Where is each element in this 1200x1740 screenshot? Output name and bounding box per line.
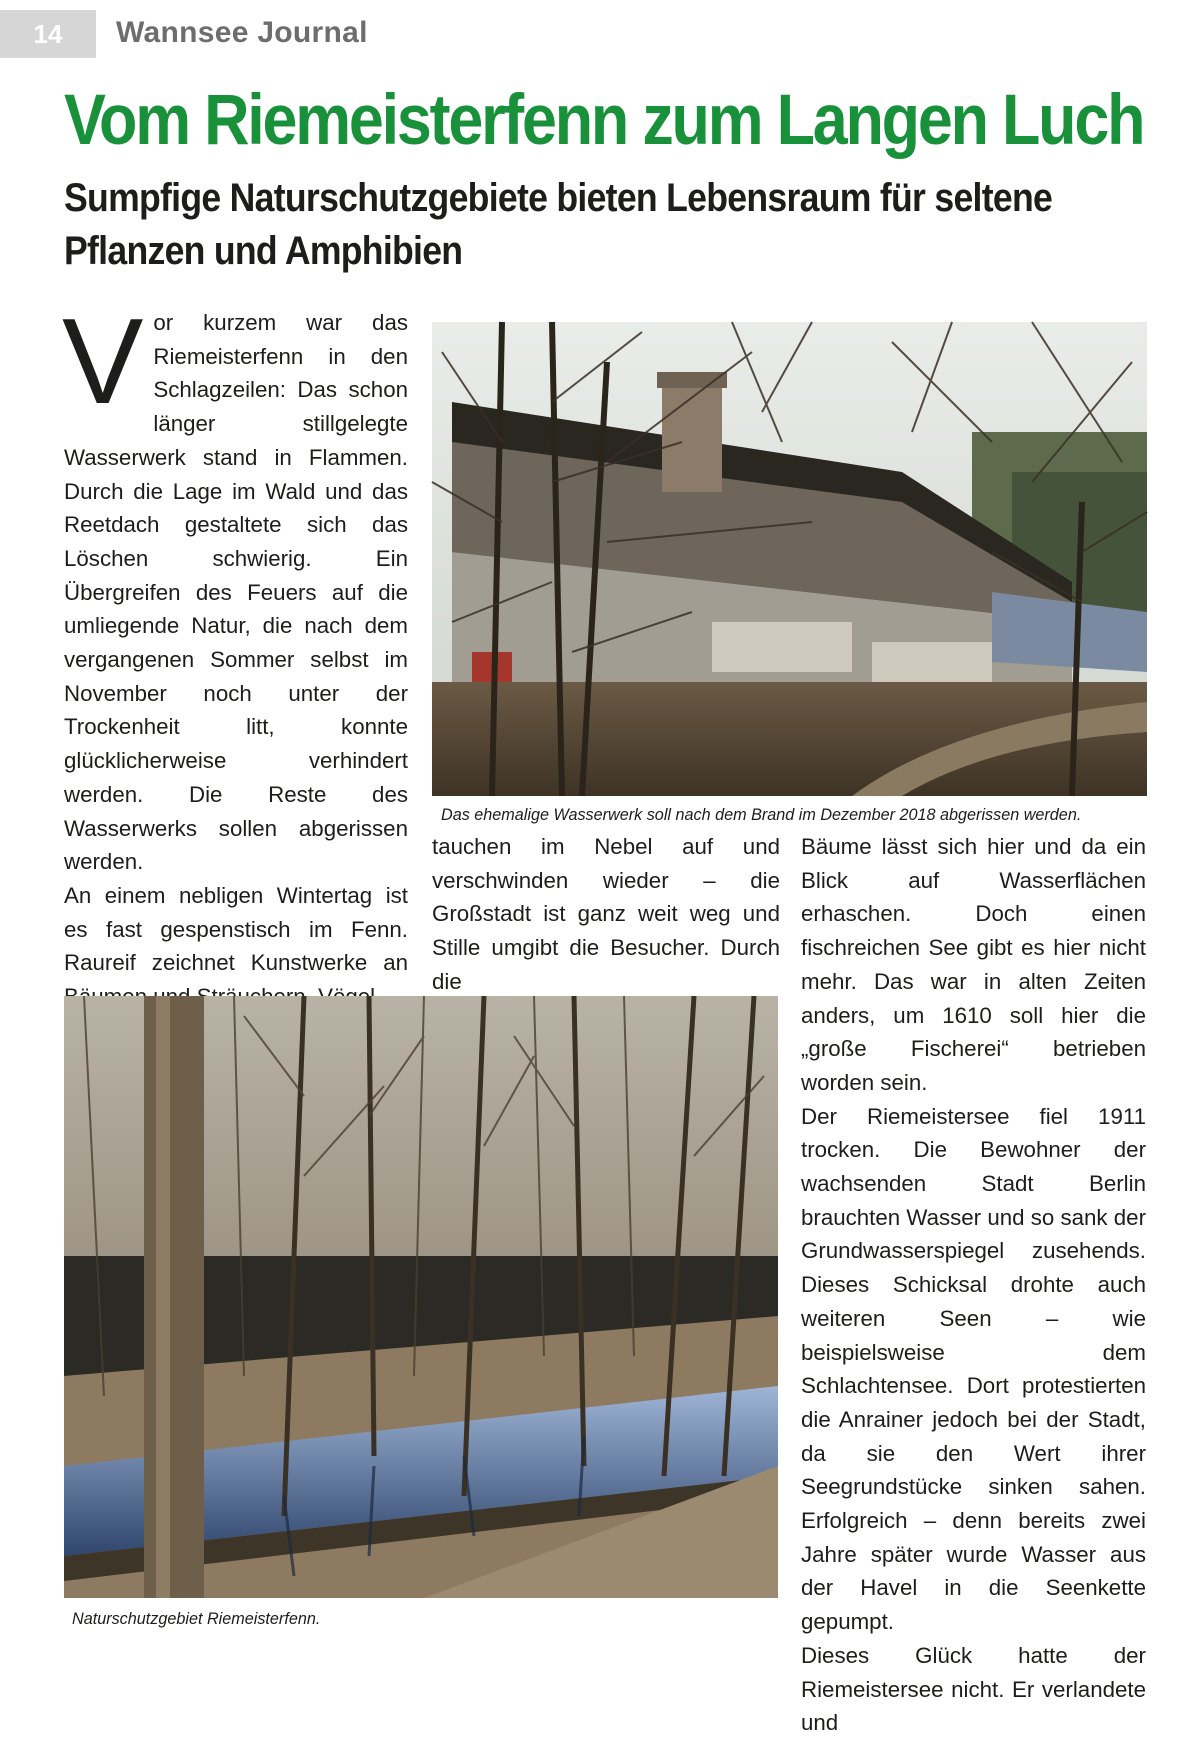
headline: Vom Riemeisterfenn zum Langen Luch [64,81,1144,160]
paragraph-2-part-3: Bäume lässt sich hier und da ein Blick auf Wasserflächen erhaschen. Doch einen fischreichen See gibt es hier nicht mehr. Das war in alten Zeiten anders, um 1610 soll hier die „große Fischerei“ betrieben worden sein. [801,834,1146,1095]
page-number: 14 [0,10,96,58]
lead-paragraph-text: or kurzem war das Riemeisterfenn in den Schlagzeilen: Das schon länger stillgelegte Wasserwerk stand in Flammen. Durch die Lage im Wald und das Reetdach gestaltete sich das Löschen schwierig. Ein Übergreifen des Feuers auf die umliegende Natur, die nach dem vergangenen Sommer selbst im November noch unter der Trockenheit litt, konnte glücklicherweise verhindert werden. Die Reste des Wasserwerks sollen abgerissen werden. [64,310,408,875]
drop-cap: V [62,293,144,429]
lead-paragraph [62,293,408,879]
column-2 [432,830,780,999]
paragraph-3: Der Riemeistersee fiel 1911 trocken. Die Bewohner der wachsenden Stadt Berlin brauchten Wasser und so sank der Grundwasserspiegel zusehends. Dieses Schicksal drohte auch weiteren Seen – wie beispielsweise dem Schlachtensee. Dort protestierten die Anrainer jedoch bei der Stadt, da sie den Wert ihrer Seegrundstücke sinken sahen. Erfolgreich – denn bereits zwei Jahre später wurde Wasser aus der Havel in die Seenkette gepumpt. [801,1103,1146,1635]
column-3 [801,830,1146,1740]
waterworks-photo-caption: Das ehemalige Wasserwerk soll nach dem Brand im Dezember 2018 abgerissen werden. [441,806,1082,824]
fenn-photo-caption: Naturschutzgebiet Riemeisterfenn. [72,1610,321,1628]
page-header [0,0,1200,74]
column-1 [62,293,408,1014]
waterworks-photo-illustration [432,322,1147,796]
subheadline: Sumpfige Naturschutzgebiete bieten Lebensraum für seltene Pflanzen und Amphibien [64,176,1053,273]
paragraph-4: Dieses Glück hatte der Riemeistersee nicht. Er verlandete und [801,1642,1146,1736]
paragraph-2-part-1: An einem nebligen Wintertag ist es fast gespenstisch im Fenn. Raureif zeichnet Kunstwerke an [64,882,408,976]
fenn-photo-illustration [64,996,778,1598]
waterworks-photo [432,322,1147,796]
fenn-photo [64,996,778,1598]
paragraph-2-part-2: tauchen im Nebel auf und verschwinden wieder – die Großstadt ist ganz weit weg und Stille umgibt die Besucher. Durch die [432,834,780,994]
journal-name: Wannsee Journal [116,16,368,49]
